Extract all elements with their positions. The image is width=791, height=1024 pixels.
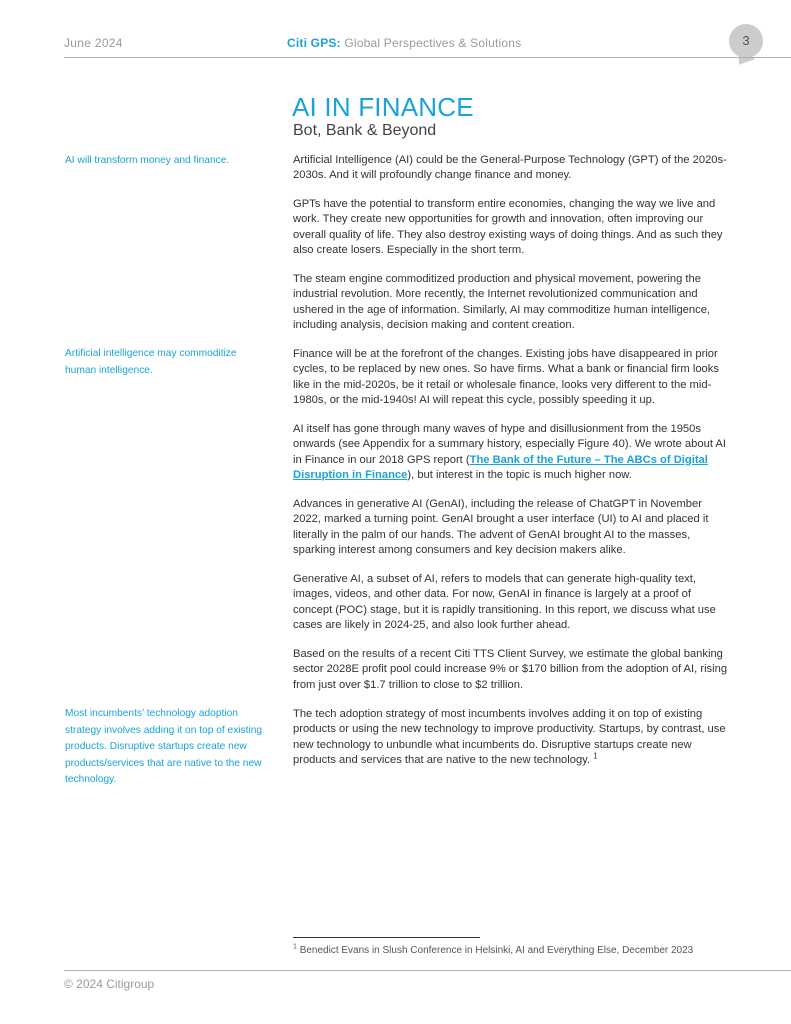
body-paragraph: The steam engine commoditized production and physical movement, powering the industrial revolution. More recently, the Internet revolutionized communication and ushered in the age of information. Similarly, AI may commoditize human intelligence, including analysis, decision making and content creation. <box>293 273 711 331</box>
paragraph-text: The tech adoption strategy of most incumbents involves adding it on top of existing products or using the new technology to improve productivity. Startups, by contrast, use new technology to unbundle what incumbents do. Disruptive startups create new products and services that are native to the new technology. <box>293 708 726 766</box>
header-title <box>287 36 521 50</box>
brand-name: Citi GPS: <box>287 36 341 50</box>
footnote-text: Benedict Evans in Slush Conference in Helsinki, AI and Everything Else, December 2023 <box>299 945 694 956</box>
page-number-badge: 3 <box>729 24 763 58</box>
body-paragraph <box>293 422 733 483</box>
footnote-reference[interactable]: 1 <box>593 751 598 761</box>
page-subtitle: Bot, Bank & Beyond <box>293 122 437 139</box>
sidenote: Artificial intelligence may commoditize human intelligence. <box>65 348 237 376</box>
header-tagline: Global Perspectives & Solutions <box>344 36 522 50</box>
sidenote: AI will transform money and finance. <box>65 155 230 166</box>
paragraph-text: ), but interest in the topic is much higher now. <box>407 468 632 481</box>
page-title: AI IN FINANCE <box>292 92 474 122</box>
copyright: © 2024 Citigroup <box>64 977 155 991</box>
footnote <box>293 945 693 956</box>
body-paragraph: Artificial Intelligence (AI) could be the General-Purpose Technology (GPT) of the 2020s-2030s. And it will profoundly change finance and money. <box>293 154 727 182</box>
header-date: June 2024 <box>64 36 123 50</box>
report-link[interactable]: The Bank of the Future – The ABCs of Digital Disruption in Finance <box>293 453 708 481</box>
body-paragraph: Finance will be at the forefront of the changes. Existing jobs have disappeared in prior cycles, to be replaced by new ones. So have firms. What a bank or financial firm looks like in the mid-2020s, be it retail or wholesale finance, looks very different to the mid-1980s, or the mid-1940s! AI will repeat this cycle, possibly speeding it up. <box>293 348 719 406</box>
body-paragraph <box>293 707 733 768</box>
body-paragraph: Generative AI, a subset of AI, refers to models that can generate high-quality text, images, videos, and other data. For now, GenAI in finance is largely at a proof of concept (POC) stage, but it is rapidly transitioning. In this report, we discuss what use cases are likely in 2024-25, and also look further ahead. <box>293 573 716 631</box>
footnote-divider <box>293 937 480 938</box>
body-paragraph: Based on the results of a recent Citi TTS Client Survey, we estimate the global banking sector 2028E profit pool could increase 9% or $170 billion from the adoption of AI, rising from just over $1.7 trillion to close to $2 trillion. <box>293 648 728 691</box>
body-paragraph: GPTs have the potential to transform entire economies, changing the way we live and work. They create new opportunities for growth and innovation, often improving our overall quality of life. They also destroy existing ways of doing things. And as such they also create losers. Especially in the short term. <box>293 198 723 256</box>
sidenote: Most incumbents’ technology adoption strategy involves adding it on top of existing products. Disruptive startups create new products/services that are native to the new technology. <box>65 708 263 785</box>
body-paragraph: Advances in generative AI (GenAI), including the release of ChatGPT in November 2022, marked a turning point. GenAI brought a user interface (UI) to AI and placed it literally in the palm of our hands. The advent of GenAI brought AI to the masses, sparking interest among consumers and key decision makers alike. <box>293 498 709 556</box>
footer-divider <box>64 970 791 971</box>
footnote-number: 1 <box>293 943 297 951</box>
paragraph-text: AI itself has gone through many waves of hype and disillusionment from the 1950s onwards (see Appendix for a summary history, especially Figure 40). We wrote about AI in Finance in our 2018 GPS report ( <box>293 423 726 466</box>
header-divider <box>64 57 791 58</box>
